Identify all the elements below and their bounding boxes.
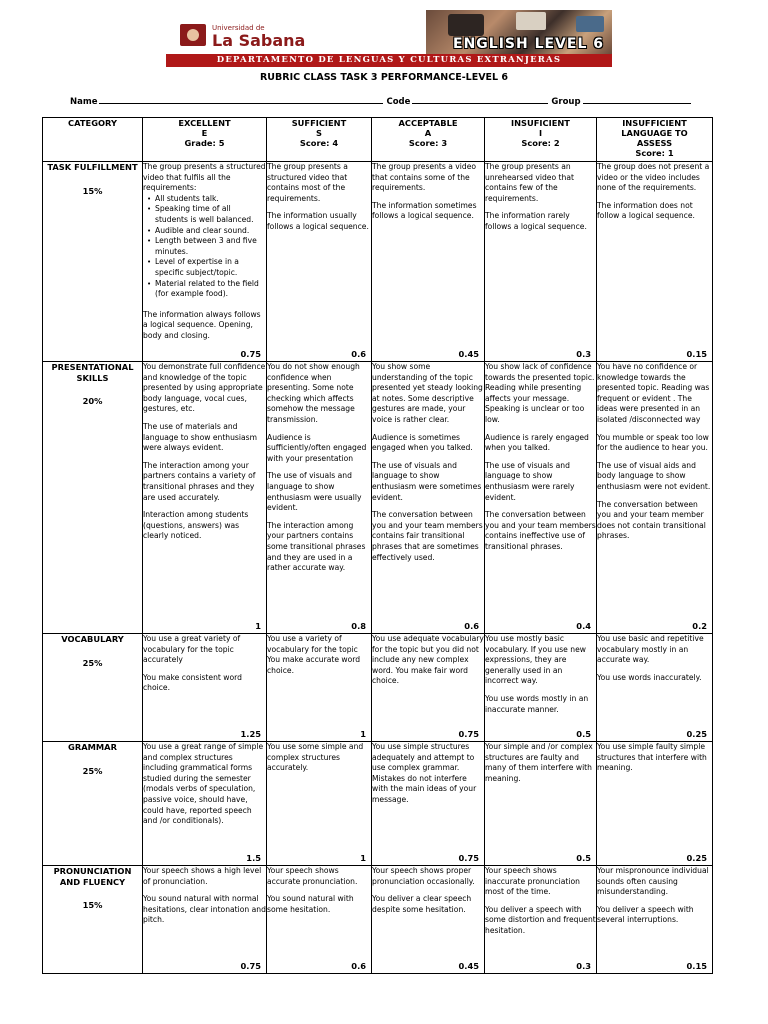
cell-text: The conversation between you and your team members contains ineffective use of transitional phrases. — [485, 510, 596, 551]
cell-text: You show some understanding of the topic presented yet steady looking at notes. Some descriptive gestures are made, your voice is rather clear. — [372, 362, 483, 424]
score-value: 0.5 — [576, 729, 591, 740]
cell-vocabulary-insufficient-language — [597, 634, 713, 742]
cell-text: You show lack of confidence towards the presented topic. Reading while presenting affects your message. Speaking is unclear or too low. — [485, 362, 595, 424]
cell-presentational-acceptable — [372, 362, 485, 634]
score-value: 0.25 — [686, 729, 707, 740]
name-field[interactable] — [99, 95, 383, 104]
cell-grammar-acceptable — [372, 742, 485, 866]
cell-task-insufficient-language — [597, 162, 713, 362]
cell-text: Your speech shows inaccurate pronunciation most of the time. — [485, 866, 580, 897]
cell-presentational-insuficient — [485, 362, 597, 634]
group-label: Group — [551, 97, 581, 107]
cell-task-acceptable — [372, 162, 485, 362]
score-value: 1 — [360, 853, 366, 864]
cell-text: The use of visuals and language to show enthusiasm were rarely evident. — [485, 460, 575, 502]
cell-vocabulary-acceptable — [372, 634, 485, 742]
code-label: Code — [386, 97, 411, 107]
list-item: • Audible and clear sound. — [155, 226, 266, 237]
cell-text: You deliver a speech with some distortion and frequent hesitation. — [485, 904, 596, 935]
cell-text: Audience is rarely engaged when you talked. — [485, 432, 589, 453]
cell-pronunciation-excellent — [143, 866, 267, 974]
score-value: 0.75 — [458, 853, 479, 864]
cell-grammar-insufficient-language — [597, 742, 713, 866]
cell-text: The use of visual aids and body language to show enthusiasm were not evident. — [597, 460, 711, 491]
cell-text: The use of visuals and language to show enthusiasm were sometimes evident. — [372, 460, 482, 502]
score-value: 0.75 — [458, 729, 479, 740]
photo-figure-c — [576, 16, 604, 32]
category-label: PRESENTATIONAL — [51, 362, 134, 372]
cell-vocabulary-excellent — [143, 634, 267, 742]
cell-grammar-excellent — [143, 742, 267, 866]
score-value: 0.45 — [458, 961, 479, 972]
cell-pronunciation-sufficient — [267, 866, 372, 974]
category-task-fulfillment — [43, 162, 143, 362]
score-value: 0.3 — [576, 961, 591, 972]
cell-text: Your speech shows accurate pronunciation. — [267, 866, 358, 886]
cell-text: The group presents a video that contains some of the requirements. — [372, 162, 477, 193]
cell-text: Audience is sometimes engaged when you talked. — [372, 432, 473, 453]
cell-grammar-sufficient — [267, 742, 372, 866]
list-item: • All students talk. — [155, 194, 266, 205]
row-task-fulfillment — [43, 162, 713, 362]
score-value: 1 — [255, 621, 261, 632]
student-fields — [70, 95, 694, 107]
document-title: RUBRIC CLASS TASK 3 PERFORMANCE-LEVEL 6 — [259, 72, 509, 83]
cell-pronunciation-acceptable — [372, 866, 485, 974]
group-field[interactable] — [583, 95, 691, 104]
score-value: 1.5 — [246, 853, 261, 864]
list-item: • Material related to the field (for example food). — [155, 279, 266, 300]
row-grammar — [43, 742, 713, 866]
list-item: • Level of expertise in a specific subject/topic. — [155, 257, 266, 278]
cell-text: You mumble or speak too low for the audience to hear you. — [597, 432, 709, 453]
code-field[interactable] — [412, 95, 548, 104]
name-label: Name — [70, 97, 98, 107]
row-vocabulary — [43, 634, 713, 742]
cell-text: You use adequate vocabulary for the topic but you did not include any new complex word. You make fair word choice. — [372, 634, 484, 686]
cell-presentational-excellent — [143, 362, 267, 634]
rubric-table — [42, 117, 713, 974]
score-value: 0.45 — [458, 349, 479, 360]
score-value: 0.6 — [351, 349, 366, 360]
photo-figure-b — [516, 12, 546, 30]
category-grammar — [43, 742, 143, 866]
university-logo-icon — [180, 24, 206, 46]
university-small-label: Universidad de — [212, 24, 265, 32]
cell-grammar-insuficient — [485, 742, 597, 866]
cell-text: The interaction among your partners contains some transitional phrases and they are used in a rather accurate way. — [267, 520, 366, 573]
cell-text: You use some simple and complex structures accurately. — [267, 742, 364, 773]
cell-text: Audience is sufficiently/often engaged with your presentation — [267, 432, 367, 463]
cell-text: The information always follows a logical sequence. Opening, body and closing. — [143, 309, 261, 340]
list-item: • Length between 3 and five minutes. — [155, 236, 266, 257]
university-name: La Sabana — [212, 31, 306, 50]
cell-text: You deliver a clear speech despite some hesitation. — [372, 894, 472, 914]
category-label: GRAMMAR — [68, 742, 117, 752]
cell-text: The group presents a structured video that fulfils all the requirements: — [143, 162, 266, 193]
cell-text: You use basic and repetitive vocabulary mostly in an accurate way. — [597, 634, 704, 665]
cell-text: You use mostly basic vocabulary. If you use new expressions, they are generally used in an incorrect way. — [485, 634, 586, 686]
cell-text: Interaction among students (questions, answers) was clearly noticed. — [143, 510, 249, 541]
score-value: 0.75 — [240, 349, 261, 360]
cell-task-excellent — [143, 162, 267, 362]
header-row — [43, 118, 713, 162]
cell-text: You use a great range of simple and complex structures including grammatical forms studied during the semester (modals verbs of speculation, passive voice, should have, could have, reported speech and /or conditionals). — [143, 742, 264, 826]
cell-text: The conversation between you and your team members contains fair transitional phrases that are sometimes effectively used. — [372, 510, 483, 562]
cell-text: You sound natural with normal hesitations, clear intonation and pitch. — [143, 894, 266, 925]
cell-task-insuficient — [485, 162, 597, 362]
category-presentational-skills — [43, 362, 143, 634]
header-category: CATEGORY — [43, 118, 143, 162]
cell-text: You deliver a speech with several interruptions. — [597, 904, 694, 925]
cell-text: The group presents a structured video that contains most of the requirements. — [267, 162, 348, 203]
cell-text: You have no confidence or knowledge towards the presented topic. Reading was frequent or evident . The ideas were presented in an isolated /disconnected way — [597, 362, 710, 424]
score-value: 0.6 — [464, 621, 479, 632]
cell-text: The interaction among your partners contains a variety of transitional phrases and they are used accurately. — [143, 460, 256, 502]
category-percent: 25% — [82, 657, 103, 668]
cell-text: The information does not follow a logical sequence. — [597, 200, 695, 221]
cell-text: Your mispronounce individual sounds often causing misunderstanding. — [597, 866, 709, 897]
cell-text: You use words mostly in an inaccurate manner. — [485, 693, 589, 714]
header-excellent: EXCELLENT E Grade: 5 — [143, 118, 267, 162]
requirements-list — [143, 194, 266, 300]
category-pronunciation-fluency — [43, 866, 143, 974]
cell-text: You do not show enough confidence when presenting. Some note checking which affects somehow the message transmission. — [267, 362, 360, 424]
category-label: AND FLUENCY — [59, 876, 126, 887]
cell-text: Your speech shows a high level of pronunciation. — [143, 866, 262, 886]
score-value: 0.4 — [576, 621, 591, 632]
cell-text: You use simple faulty simple structures that interfere with meaning. — [597, 742, 707, 773]
photo-figure-a — [448, 14, 484, 36]
cell-pronunciation-insufficient-language — [597, 866, 713, 974]
header-acceptable: ACCEPTABLE A Score: 3 — [372, 118, 485, 162]
cell-vocabulary-sufficient — [267, 634, 372, 742]
cell-task-sufficient — [267, 162, 372, 362]
score-value: 0.5 — [576, 853, 591, 864]
cell-text: You use words inaccurately. — [597, 672, 702, 682]
score-value: 0.6 — [351, 961, 366, 972]
header-sufficient: SUFFICIENT S Score: 4 — [267, 118, 372, 162]
score-value: 1.25 — [240, 729, 261, 740]
score-value: 0.8 — [351, 621, 366, 632]
cell-text: The information sometimes follows a logical sequence. — [372, 200, 477, 221]
cell-text: The use of visuals and language to show enthusiasm were usually evident. — [267, 471, 362, 513]
department-bar: DEPARTAMENTO DE LENGUAS Y CULTURAS EXTRANJERAS — [166, 54, 612, 67]
score-value: 1 — [360, 729, 366, 740]
cell-vocabulary-insuficient — [485, 634, 597, 742]
category-percent: 15% — [82, 185, 103, 196]
score-value: 0.25 — [686, 853, 707, 864]
category-label: PRONUNCIATION — [53, 866, 132, 876]
category-percent: 15% — [82, 900, 103, 910]
cell-pronunciation-insuficient — [485, 866, 597, 974]
header-banner — [166, 10, 612, 67]
cell-text: The group presents an unrehearsed video that contains few of the requirements. — [485, 162, 574, 203]
banner-top — [166, 10, 612, 54]
course-level: ENGLISH LEVEL 6 — [453, 36, 604, 52]
list-item: • Speaking time of all students is well balanced. — [155, 204, 266, 225]
category-label: TASK FULFILLMENT — [47, 162, 138, 172]
score-value: 0.3 — [576, 349, 591, 360]
category-label: SKILLS — [76, 372, 109, 383]
header-insuficient: INSUFICIENT I Score: 2 — [485, 118, 597, 162]
cell-text: You use a great variety of vocabulary for the topic accurately — [143, 634, 241, 665]
cell-text: Your speech shows proper pronunciation occasionally. — [372, 866, 475, 886]
cell-text: The information usually follows a logical sequence. — [267, 211, 369, 231]
cell-text: Your simple and /or complex structures are faulty and many of them interfere with meaning. — [485, 742, 593, 783]
cell-text: The conversation between you and your team member does not contain transitional phrases. — [597, 499, 706, 541]
cell-text: You demonstrate full confidence and knowledge of the topic presented by using appropriate body language, vocal cues, gestures, etc. — [143, 362, 266, 414]
category-label: VOCABULARY — [61, 634, 124, 644]
banner-photo — [426, 10, 612, 54]
score-value: 0.75 — [240, 961, 261, 972]
cell-presentational-insufficient-language — [597, 362, 713, 634]
row-presentational-skills — [43, 362, 713, 634]
cell-text: You use a variety of vocabulary for the topic You make accurate word choice. — [267, 634, 361, 675]
cell-presentational-sufficient — [267, 362, 372, 634]
cell-text: The use of materials and language to show enthusiasm were always evident. — [143, 421, 258, 453]
header-insufficient-language: INSUFFICIENT LANGUAGE TO ASSESS Score: 1 — [597, 118, 713, 162]
cell-text: You sound natural with some hesitation. — [267, 894, 354, 914]
cell-text: You make consistent word choice. — [143, 672, 242, 693]
category-vocabulary — [43, 634, 143, 742]
category-percent: 25% — [82, 765, 103, 776]
row-pronunciation-fluency — [43, 866, 713, 974]
score-value: 0.15 — [686, 961, 707, 972]
category-percent: 20% — [82, 396, 103, 406]
cell-text: You use simple structures adequately and attempt to use complex grammar. Mistakes do not interfere with the main ideas of your message. — [372, 742, 477, 804]
cell-text: The group does not present a video or the video includes none of the requirements. — [597, 162, 710, 193]
score-value: 0.2 — [692, 621, 707, 632]
score-value: 0.15 — [686, 349, 707, 360]
cell-text: The information rarely follows a logical sequence. — [485, 211, 587, 231]
